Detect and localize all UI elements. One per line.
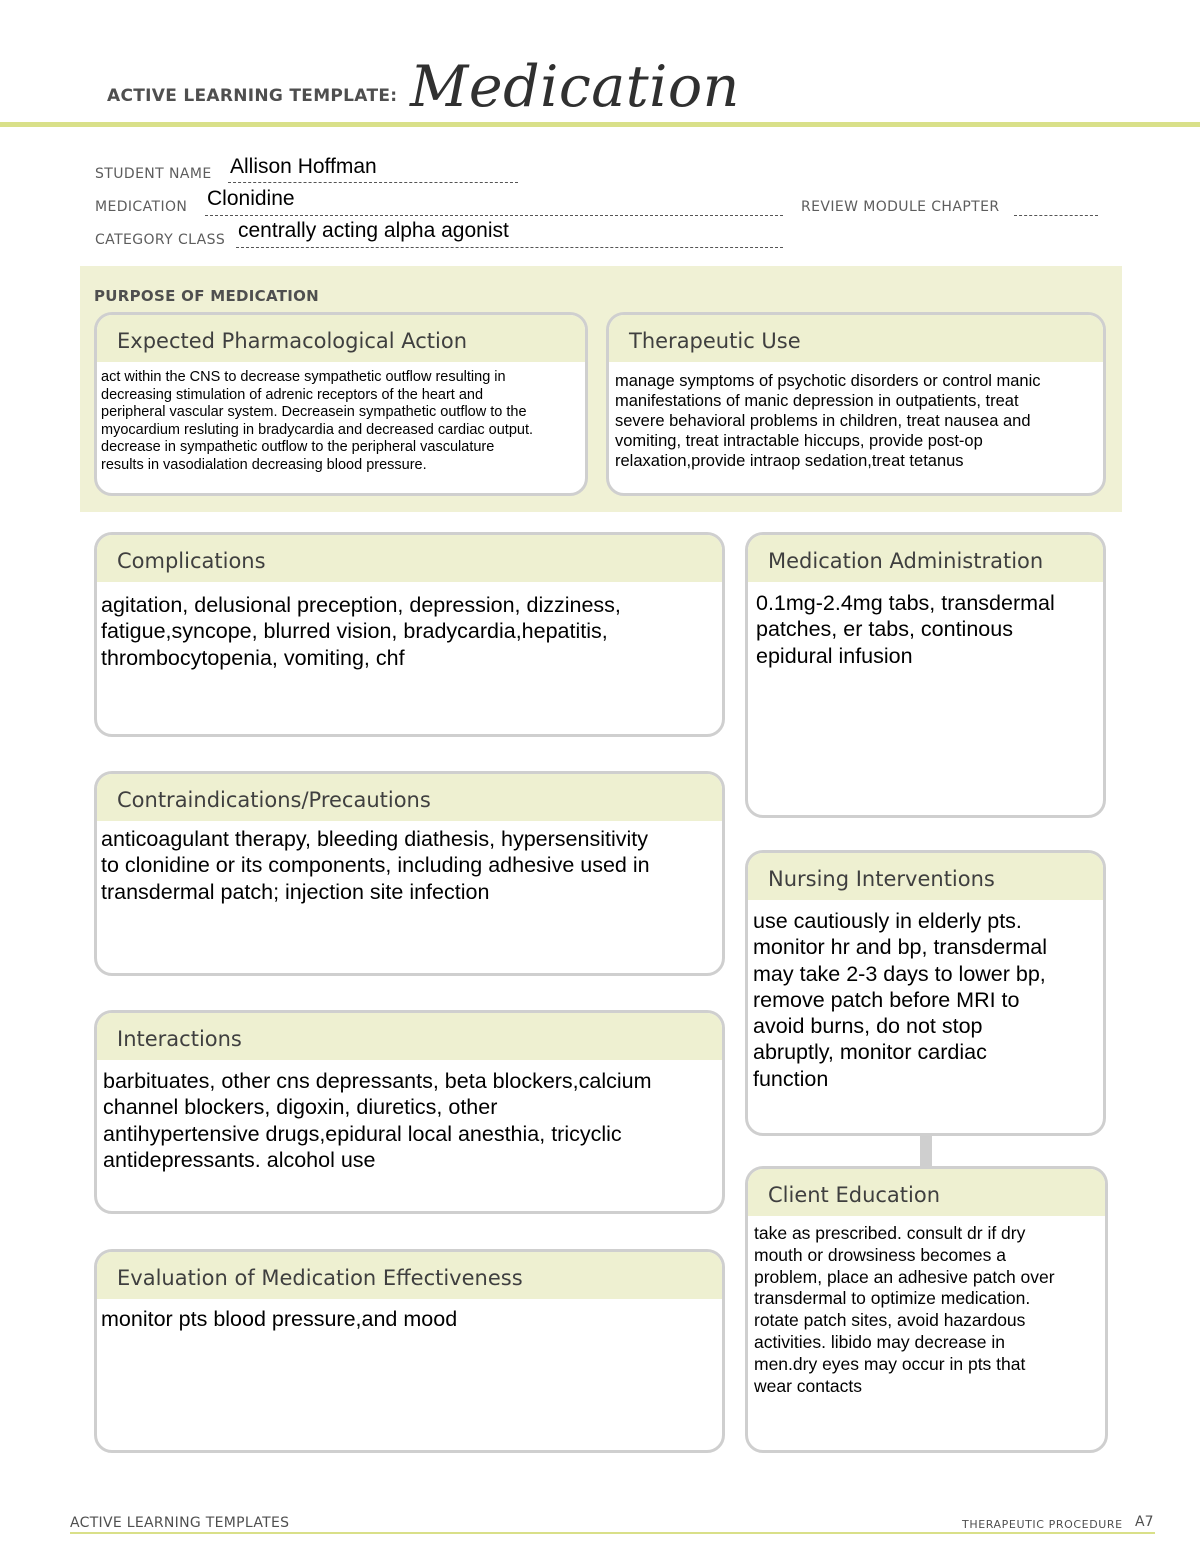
- evaluation-text[interactable]: monitor pts blood pressure,and mood: [101, 1307, 458, 1331]
- card-connector: [920, 1134, 932, 1166]
- client-education-text[interactable]: take as prescribed. consult dr if dry mouth or drowsiness becomes a problem, place an adhesive patch over transdermal to optimize medication. rotate patch sites, avoid hazardous activities. libido may decrease in men.dry eyes may occur in pts that wear contacts: [754, 1223, 1055, 1396]
- contraindications-text[interactable]: anticoagulant therapy, bleeding diathesis, hypersensitivity to clonidine or its components, including adhesive used in transdermal patch; injection site infection: [101, 827, 650, 904]
- review-module-label: REVIEW MODULE CHAPTER: [801, 199, 1000, 215]
- medication-line: [205, 215, 783, 216]
- expected-action-text[interactable]: act within the CNS to decrease sympathetic outflow resulting in decreasing stimulation of adrenic receptors of the heart and peripheral vascular system. Decreasein sympathetic outflow to the myocardium resluting in bradycardia and decreased cardiac output. decrease in sympathetic outflow to the peripheral vasculature results in vasodialation decreasing blood pressure.: [101, 369, 534, 473]
- footer-left: ACTIVE LEARNING TEMPLATES: [70, 1515, 290, 1531]
- evaluation-title: Evaluation of Medication Effectiveness: [97, 1252, 722, 1302]
- page-title: Medication: [410, 54, 740, 120]
- medication-label: MEDICATION: [95, 199, 188, 215]
- complications-card: [94, 532, 725, 737]
- footer-rule: [70, 1532, 1155, 1534]
- client-education-title: Client Education: [748, 1169, 1105, 1219]
- template-label: ACTIVE LEARNING TEMPLATE:: [107, 86, 398, 106]
- administration-card: [745, 532, 1106, 818]
- complications-title: Complications: [97, 535, 722, 585]
- category-class-field[interactable]: centrally acting alpha agonist: [238, 219, 509, 242]
- student-name-label: STUDENT NAME: [95, 166, 212, 182]
- category-class-label: CATEGORY CLASS: [95, 232, 226, 248]
- therapeutic-use-text[interactable]: manage symptoms of psychotic disorders or control manic manifestations of manic depression in outpatients, treat severe behavioral problems in children, treat nausea and vomiting, treat intractable hiccups, provide post-op relaxation,provide intraop sedation,treat tetanus: [615, 372, 1041, 470]
- interactions-card: [94, 1010, 725, 1214]
- contraindications-title: Contraindications/Precautions: [97, 774, 722, 824]
- administration-text[interactable]: 0.1mg-2.4mg tabs, transdermal patches, er tabs, continous epidural infusion: [756, 591, 1055, 668]
- page-number: A7: [1135, 1514, 1154, 1530]
- nursing-interventions-card: [745, 850, 1106, 1136]
- medication-field[interactable]: Clonidine: [207, 187, 295, 210]
- header-rule: [0, 122, 1200, 127]
- client-education-card: [745, 1166, 1108, 1453]
- administration-title: Medication Administration: [748, 535, 1103, 585]
- complications-text[interactable]: agitation, delusional preception, depression, dizziness, fatigue,syncope, blurred vision, bradycardia,hepatitis, thrombocytopenia, vomiting, chf: [101, 593, 621, 670]
- footer-right: THERAPEUTIC PROCEDURE: [962, 1518, 1123, 1531]
- student-name-line: [228, 182, 518, 183]
- therapeutic-use-card: [606, 312, 1106, 496]
- purpose-label: PURPOSE OF MEDICATION: [94, 287, 320, 305]
- interactions-title: Interactions: [97, 1013, 722, 1063]
- expected-action-card: [94, 312, 588, 496]
- contraindications-card: [94, 771, 725, 976]
- therapeutic-use-title: Therapeutic Use: [609, 315, 1103, 365]
- category-class-line: [236, 247, 783, 248]
- review-module-line: [1014, 215, 1098, 216]
- interactions-text[interactable]: barbituates, other cns depressants, beta blockers,calcium channel blockers, digoxin, diuretics, other antihypertensive drugs,epidural local anesthia, tricyclic antidepressants. alcohol use: [103, 1069, 652, 1172]
- student-name-field[interactable]: Allison Hoffman: [230, 155, 377, 178]
- evaluation-card: [94, 1249, 725, 1453]
- nursing-interventions-title: Nursing Interventions: [748, 853, 1103, 903]
- expected-action-title: Expected Pharmacological Action: [97, 315, 585, 365]
- nursing-interventions-text[interactable]: use cautiously in elderly pts. monitor hr and bp, transdermal may take 2-3 days to lower bp, remove patch before MRI to avoid burns, do not stop abruptly, monitor cardiac function: [753, 909, 1047, 1091]
